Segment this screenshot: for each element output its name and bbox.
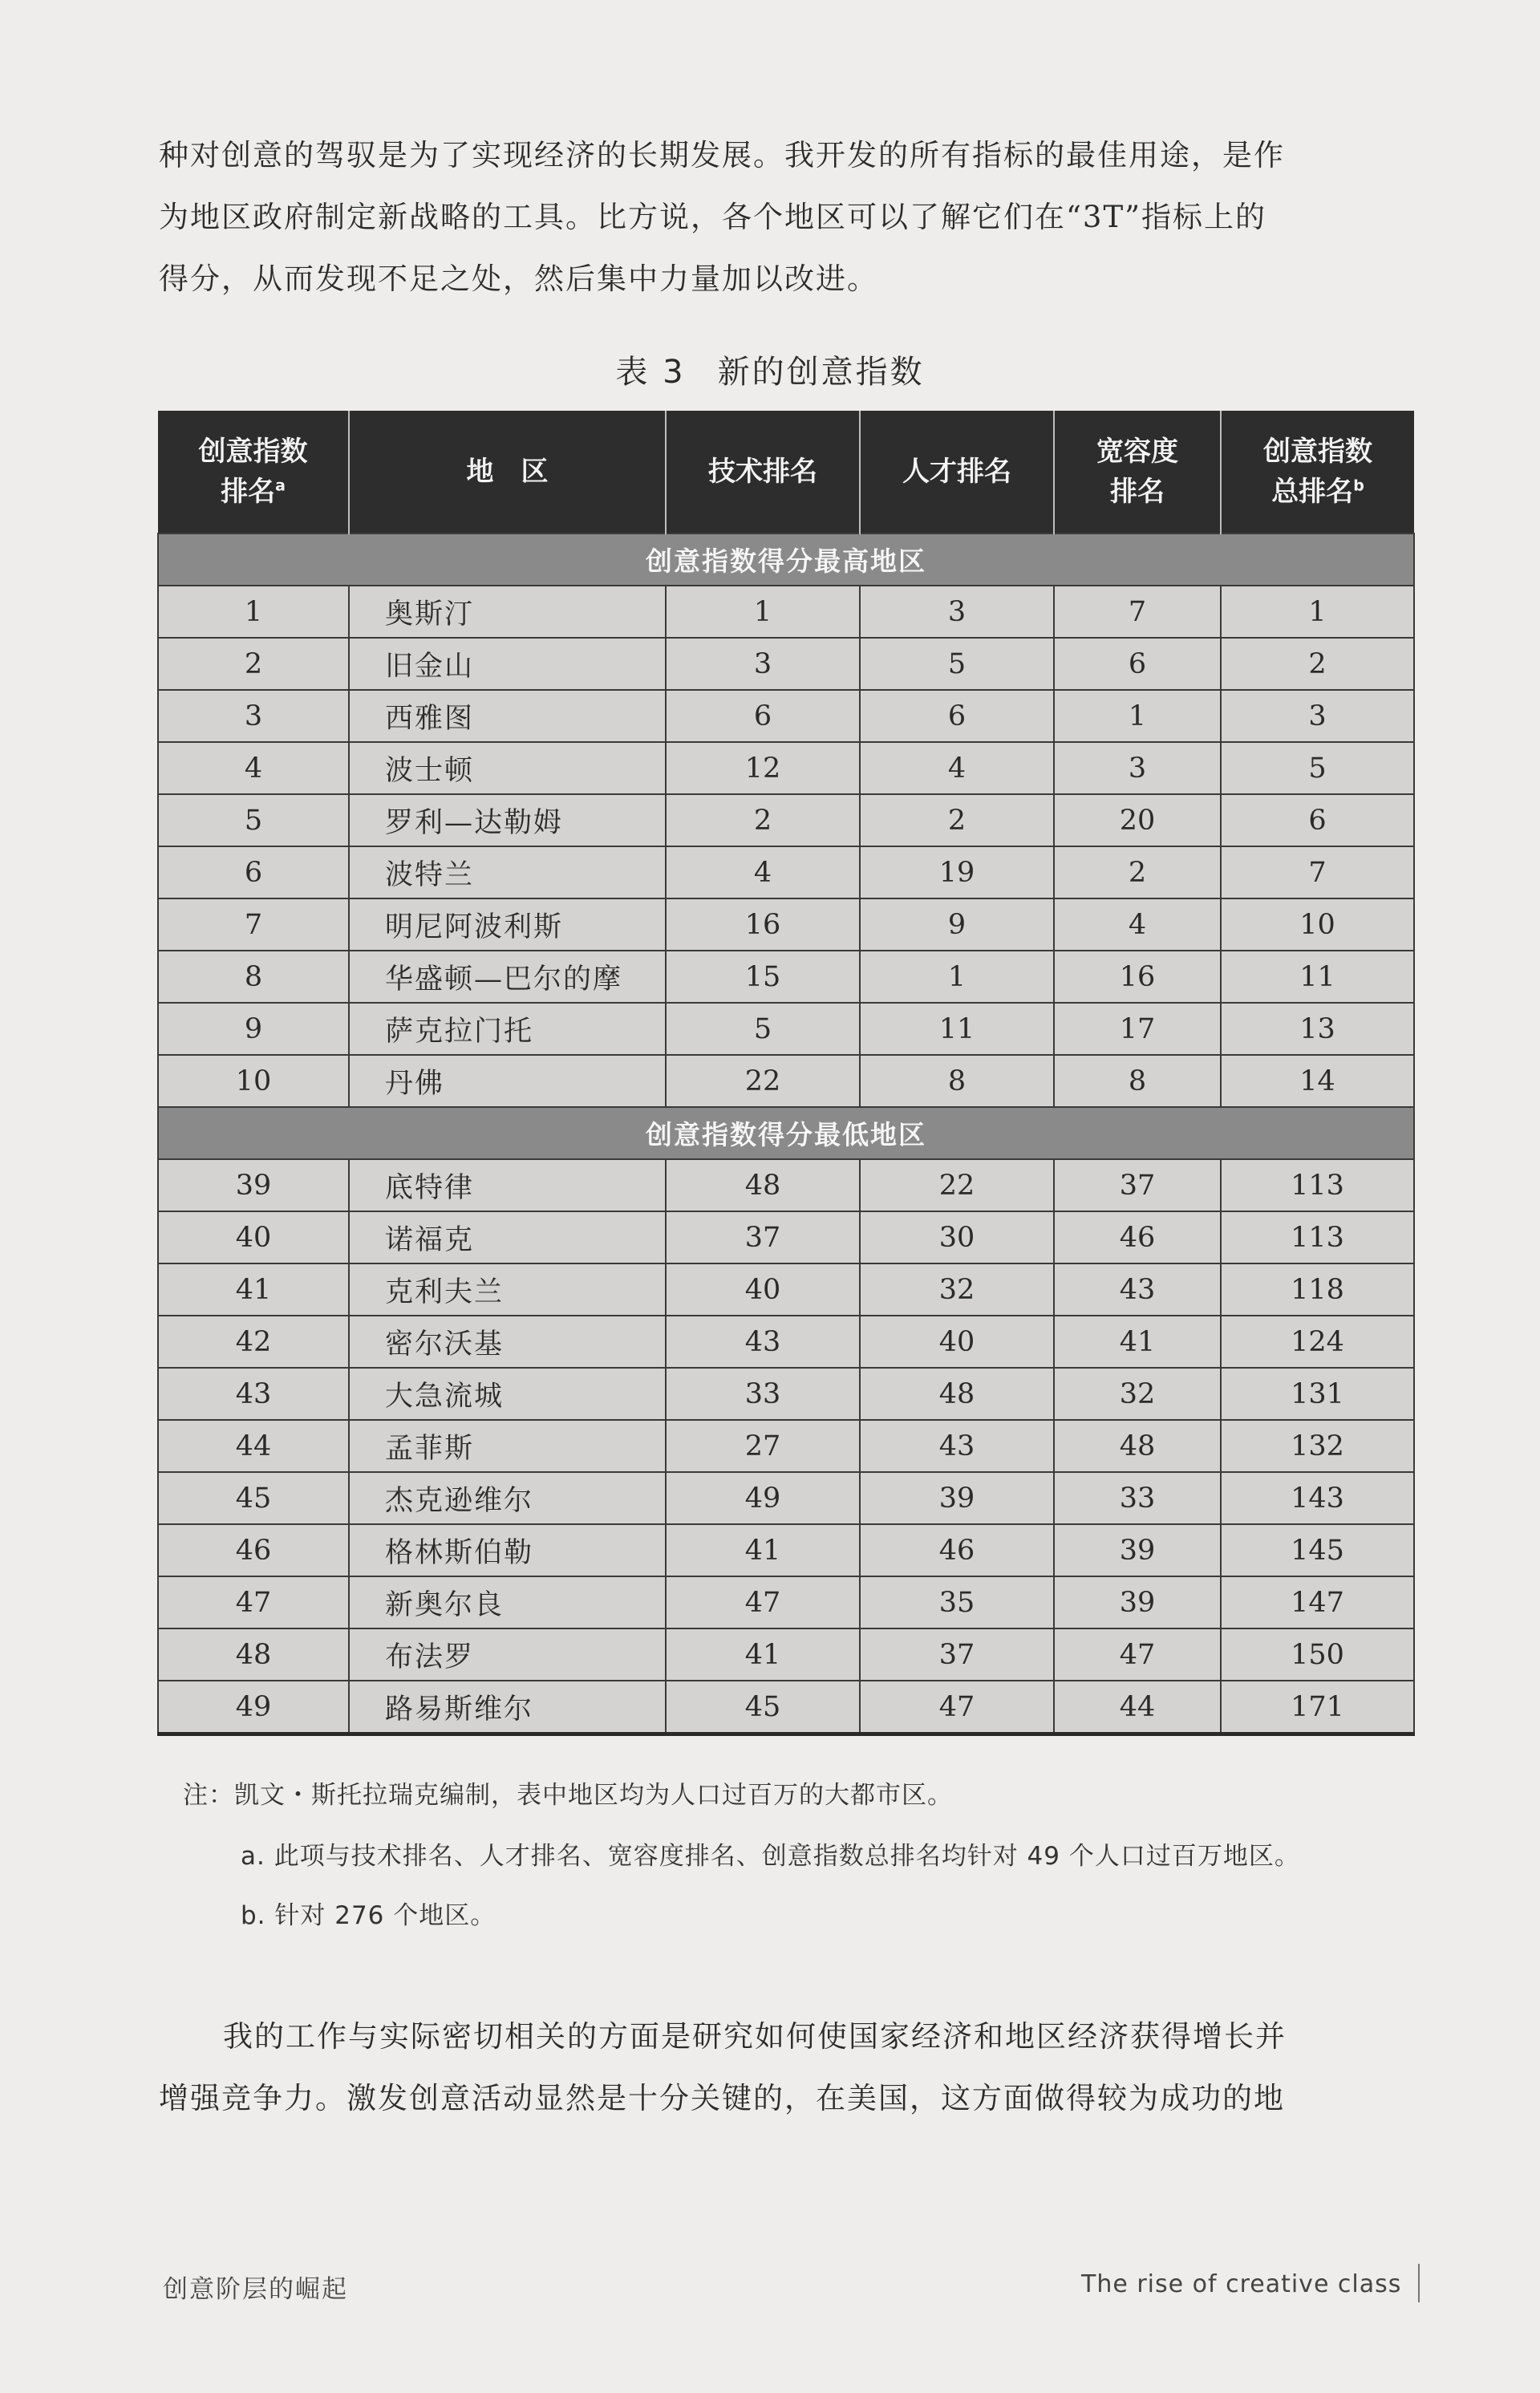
cell-talent-rank: 19 <box>860 846 1054 898</box>
footer-book-title-cn: 创意阶层的崛起 <box>163 2275 348 2304</box>
footer-book-title-en: The rise of creative class <box>1081 2270 1402 2298</box>
header-talent-rank: 人才排名 <box>860 411 1054 533</box>
cell-region: 新奥尔良 <box>349 1576 666 1628</box>
section-header-top: 创意指数得分最高地区 <box>158 533 1414 586</box>
cell-tech-rank: 33 <box>666 1368 860 1420</box>
cell-region: 诺福克 <box>349 1211 666 1263</box>
table-row <box>158 1316 1414 1368</box>
table-row <box>158 638 1414 690</box>
cell-tech-rank: 41 <box>666 1628 860 1681</box>
table-row <box>158 1576 1414 1628</box>
cell-overall-rank: 118 <box>1221 1263 1414 1316</box>
cell-overall-rank: 10 <box>1221 898 1414 951</box>
cell-region: 大急流城 <box>349 1368 666 1420</box>
table-row <box>158 1628 1414 1681</box>
cell-tolerance-rank: 46 <box>1054 1211 1221 1263</box>
table-row <box>158 1003 1414 1055</box>
cell-talent-rank: 11 <box>860 1003 1054 1055</box>
cell-region: 波特兰 <box>349 846 666 898</box>
cell-overall-rank: 171 <box>1221 1681 1414 1734</box>
cell-talent-rank: 46 <box>860 1524 1054 1576</box>
cell-creativity-rank: 44 <box>158 1420 349 1472</box>
paragraph-line: 我的工作与实际密切相关的方面是研究如何使国家经济和地区经济获得增长并 <box>223 2019 1287 2054</box>
cell-tolerance-rank: 32 <box>1054 1368 1221 1420</box>
cell-talent-rank: 5 <box>860 638 1054 690</box>
cell-overall-rank: 11 <box>1221 951 1414 1003</box>
cell-overall-rank: 7 <box>1221 846 1414 898</box>
header-region: 地 区 <box>349 411 666 533</box>
cell-region: 西雅图 <box>349 690 666 742</box>
cell-overall-rank: 147 <box>1221 1576 1414 1628</box>
cell-overall-rank: 2 <box>1221 638 1414 690</box>
cell-creativity-rank: 48 <box>158 1628 349 1681</box>
cell-tolerance-rank: 2 <box>1054 846 1221 898</box>
cell-creativity-rank: 4 <box>158 742 349 794</box>
footer-divider <box>1418 2264 1420 2302</box>
cell-region: 明尼阿波利斯 <box>349 898 666 951</box>
cell-creativity-rank: 9 <box>158 1003 349 1055</box>
body-paragraph <box>159 2006 1410 2129</box>
cell-creativity-rank: 10 <box>158 1055 349 1107</box>
cell-overall-rank: 143 <box>1221 1472 1414 1524</box>
table-row <box>158 1368 1414 1420</box>
cell-creativity-rank: 7 <box>158 898 349 951</box>
cell-creativity-rank: 47 <box>158 1576 349 1628</box>
cell-talent-rank: 1 <box>860 951 1054 1003</box>
table-row <box>158 586 1414 638</box>
cell-tolerance-rank: 39 <box>1054 1576 1221 1628</box>
cell-overall-rank: 113 <box>1221 1159 1414 1211</box>
cell-overall-rank: 113 <box>1221 1211 1414 1263</box>
cell-overall-rank: 132 <box>1221 1420 1414 1472</box>
cell-talent-rank: 39 <box>860 1472 1054 1524</box>
cell-talent-rank: 6 <box>860 690 1054 742</box>
cell-creativity-rank: 46 <box>158 1524 349 1576</box>
table-row <box>158 1263 1414 1316</box>
cell-tolerance-rank: 3 <box>1054 742 1221 794</box>
cell-tech-rank: 16 <box>666 898 860 951</box>
cell-overall-rank: 14 <box>1221 1055 1414 1107</box>
table-row <box>158 1420 1414 1472</box>
cell-region: 底特律 <box>349 1159 666 1211</box>
table-caption <box>0 347 1540 392</box>
cell-tolerance-rank: 41 <box>1054 1316 1221 1368</box>
note-a: a. 此项与技术排名、人才排名、宽容度排名、创意指数总排名均针对 49 个人口过百万地区。 <box>241 1842 1300 1871</box>
table-title: 新的创意指数 <box>717 354 925 391</box>
cell-tech-rank: 48 <box>666 1159 860 1211</box>
header-creativity-rank: 创意指数 排名$^a$ <box>158 411 349 533</box>
cell-talent-rank: 37 <box>860 1628 1054 1681</box>
cell-region: 克利夫兰 <box>349 1263 666 1316</box>
cell-talent-rank: 40 <box>860 1316 1054 1368</box>
cell-region: 格林斯伯勒 <box>349 1524 666 1576</box>
cell-creativity-rank: 43 <box>158 1368 349 1420</box>
cell-talent-rank: 35 <box>860 1576 1054 1628</box>
cell-tolerance-rank: 44 <box>1054 1681 1221 1734</box>
table-row <box>158 794 1414 846</box>
cell-tolerance-rank: 6 <box>1054 638 1221 690</box>
cell-talent-rank: 48 <box>860 1368 1054 1420</box>
cell-region: 旧金山 <box>349 638 666 690</box>
cell-talent-rank: 3 <box>860 586 1054 638</box>
cell-creativity-rank: 6 <box>158 846 349 898</box>
cell-tech-rank: 4 <box>666 846 860 898</box>
cell-tech-rank: 27 <box>666 1420 860 1472</box>
cell-talent-rank: 32 <box>860 1263 1054 1316</box>
cell-tech-rank: 49 <box>666 1472 860 1524</box>
cell-overall-rank: 3 <box>1221 690 1414 742</box>
paragraph-line: 种对创意的驾驭是为了实现经济的长期发展。我开发的所有指标的最佳用途，是作 <box>159 138 1285 172</box>
paragraph-line: 得分，从而发现不足之处，然后集中力量加以改进。 <box>159 262 878 296</box>
cell-tech-rank: 3 <box>666 638 860 690</box>
cell-creativity-rank: 42 <box>158 1316 349 1368</box>
cell-region: 波士顿 <box>349 742 666 794</box>
table-row <box>158 1472 1414 1524</box>
section-header-bottom: 创意指数得分最低地区 <box>158 1107 1414 1159</box>
table-row <box>158 1055 1414 1107</box>
header-overall-rank: 创意指数 总排名$^b$ <box>1221 411 1414 533</box>
cell-tolerance-rank: 8 <box>1054 1055 1221 1107</box>
cell-tech-rank: 22 <box>666 1055 860 1107</box>
cell-tech-rank: 15 <box>666 951 860 1003</box>
paragraph-line: 为地区政府制定新战略的工具。比方说，各个地区可以了解它们在“3T”指标上的 <box>159 200 1267 234</box>
cell-region: 奥斯汀 <box>349 586 666 638</box>
note-b: b. 针对 276 个地区。 <box>241 1901 496 1930</box>
cell-tolerance-rank: 43 <box>1054 1263 1221 1316</box>
cell-overall-rank: 5 <box>1221 742 1414 794</box>
table-row <box>158 1524 1414 1576</box>
cell-tolerance-rank: 20 <box>1054 794 1221 846</box>
note-main: 注：凯文・斯托拉瑞克编制，表中地区均为人口过百万的大都市区。 <box>183 1781 953 1810</box>
cell-talent-rank: 43 <box>860 1420 1054 1472</box>
table-row <box>158 690 1414 742</box>
intro-paragraph <box>159 124 1410 310</box>
cell-region: 孟菲斯 <box>349 1420 666 1472</box>
cell-tech-rank: 40 <box>666 1263 860 1316</box>
cell-creativity-rank: 8 <box>158 951 349 1003</box>
table-row <box>158 898 1414 951</box>
cell-region: 罗利—达勒姆 <box>349 794 666 846</box>
cell-tolerance-rank: 1 <box>1054 690 1221 742</box>
cell-region: 杰克逊维尔 <box>349 1472 666 1524</box>
cell-region: 华盛顿—巴尔的摩 <box>349 951 666 1003</box>
cell-tech-rank: 47 <box>666 1576 860 1628</box>
cell-region: 路易斯维尔 <box>349 1681 666 1734</box>
paragraph-line: 增强竞争力。激发创意活动显然是十分关键的，在美国，这方面做得较为成功的地 <box>159 2081 1285 2115</box>
cell-tolerance-rank: 37 <box>1054 1159 1221 1211</box>
section-row-top <box>158 533 1414 586</box>
cell-talent-rank: 30 <box>860 1211 1054 1263</box>
cell-tech-rank: 41 <box>666 1524 860 1576</box>
cell-tech-rank: 37 <box>666 1211 860 1263</box>
cell-overall-rank: 1 <box>1221 586 1414 638</box>
cell-talent-rank: 2 <box>860 794 1054 846</box>
cell-region: 布法罗 <box>349 1628 666 1681</box>
cell-creativity-rank: 2 <box>158 638 349 690</box>
cell-region: 密尔沃基 <box>349 1316 666 1368</box>
cell-overall-rank: 6 <box>1221 794 1414 846</box>
table-row <box>158 1681 1414 1734</box>
cell-tolerance-rank: 16 <box>1054 951 1221 1003</box>
table-row <box>158 846 1414 898</box>
table-header-row <box>158 411 1414 533</box>
cell-creativity-rank: 39 <box>158 1159 349 1211</box>
table-row <box>158 1211 1414 1263</box>
table-row <box>158 742 1414 794</box>
cell-creativity-rank: 45 <box>158 1472 349 1524</box>
table-row <box>158 1159 1414 1211</box>
cell-tolerance-rank: 7 <box>1054 586 1221 638</box>
cell-overall-rank: 131 <box>1221 1368 1414 1420</box>
cell-talent-rank: 9 <box>860 898 1054 951</box>
cell-creativity-rank: 41 <box>158 1263 349 1316</box>
cell-tolerance-rank: 47 <box>1054 1628 1221 1681</box>
cell-creativity-rank: 49 <box>158 1681 349 1734</box>
cell-tech-rank: 6 <box>666 690 860 742</box>
cell-overall-rank: 13 <box>1221 1003 1414 1055</box>
cell-overall-rank: 150 <box>1221 1628 1414 1681</box>
cell-tolerance-rank: 17 <box>1054 1003 1221 1055</box>
table-row <box>158 951 1414 1003</box>
cell-tech-rank: 1 <box>666 586 860 638</box>
cell-creativity-rank: 1 <box>158 586 349 638</box>
cell-creativity-rank: 40 <box>158 1211 349 1263</box>
header-tech-rank: 技术排名 <box>666 411 860 533</box>
cell-tolerance-rank: 48 <box>1054 1420 1221 1472</box>
table-number: 表 3 <box>615 354 686 391</box>
cell-tolerance-rank: 39 <box>1054 1524 1221 1576</box>
cell-tech-rank: 45 <box>666 1681 860 1734</box>
cell-creativity-rank: 5 <box>158 794 349 846</box>
cell-region: 丹佛 <box>349 1055 666 1107</box>
header-tolerance-rank: 宽容度 排名 <box>1054 411 1221 533</box>
cell-talent-rank: 22 <box>860 1159 1054 1211</box>
cell-tolerance-rank: 4 <box>1054 898 1221 951</box>
cell-tolerance-rank: 33 <box>1054 1472 1221 1524</box>
cell-tech-rank: 2 <box>666 794 860 846</box>
cell-talent-rank: 4 <box>860 742 1054 794</box>
section-row-bottom <box>158 1107 1414 1159</box>
cell-talent-rank: 8 <box>860 1055 1054 1107</box>
cell-overall-rank: 145 <box>1221 1524 1414 1576</box>
cell-tech-rank: 5 <box>666 1003 860 1055</box>
cell-tech-rank: 12 <box>666 742 860 794</box>
cell-talent-rank: 47 <box>860 1681 1054 1734</box>
cell-tech-rank: 43 <box>666 1316 860 1368</box>
cell-overall-rank: 124 <box>1221 1316 1414 1368</box>
cell-creativity-rank: 3 <box>158 690 349 742</box>
creativity-index-table <box>157 411 1415 1736</box>
cell-region: 萨克拉门托 <box>349 1003 666 1055</box>
